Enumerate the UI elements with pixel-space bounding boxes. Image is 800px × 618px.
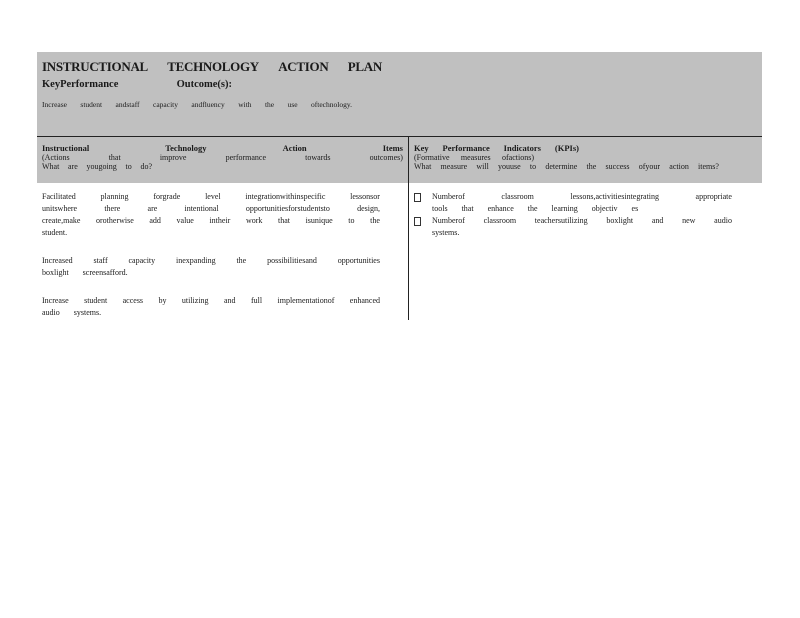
word: design, <box>357 204 380 213</box>
word: full <box>250 296 263 305</box>
word: Facilitated <box>42 192 76 201</box>
word: value <box>176 216 194 225</box>
text-line <box>42 307 380 319</box>
word: the <box>236 256 247 265</box>
title-word: TECHNOLOGY <box>167 59 259 74</box>
kpo-word: KeyPerformance <box>42 79 119 90</box>
word: Action <box>282 143 307 153</box>
word: planning <box>100 192 129 201</box>
title-word: PLAN <box>347 59 382 74</box>
word: utilizing <box>181 296 209 305</box>
word: measure <box>440 162 468 171</box>
word: lessonsor <box>350 192 380 201</box>
word: (Formative <box>414 153 450 162</box>
word: and <box>223 296 236 305</box>
bullet-box-icon <box>414 193 421 202</box>
word: determine <box>545 162 578 171</box>
word: student. <box>42 228 68 237</box>
word: boxlight <box>606 216 634 225</box>
word: Performance <box>442 143 490 153</box>
word: by <box>158 296 167 305</box>
word: capacity <box>128 256 156 265</box>
word: towards <box>305 153 331 162</box>
text-line <box>42 215 380 227</box>
kpi-title <box>409 143 584 153</box>
word: systems. <box>432 228 460 237</box>
action-item <box>42 255 380 279</box>
word: to <box>125 162 132 171</box>
action-items-column-header <box>37 137 408 183</box>
word: screensafford. <box>82 268 128 277</box>
title-word: INSTRUCTIONAL <box>42 59 148 74</box>
word: the <box>527 204 538 213</box>
word: capacity <box>153 100 178 109</box>
word: appropriate <box>695 192 732 201</box>
word: the <box>586 162 597 171</box>
word: Items <box>382 143 403 153</box>
key-performance-outcomes-label <box>42 79 232 90</box>
word: Key <box>414 143 429 153</box>
action-items-title <box>37 143 408 153</box>
action-items-list <box>42 191 380 335</box>
word: isunique <box>305 216 333 225</box>
word: (KPIs) <box>554 143 579 153</box>
text-line <box>42 267 380 279</box>
kpi-subtitle <box>409 153 539 162</box>
word: Increase <box>42 100 67 109</box>
word: What <box>42 162 60 171</box>
word: Increase <box>42 296 69 305</box>
word: staff <box>93 256 108 265</box>
column-divider <box>408 136 409 320</box>
word: Numberof <box>432 192 465 201</box>
word: youuse <box>498 162 521 171</box>
text-line <box>432 191 732 203</box>
kpi-list <box>414 191 732 239</box>
word: systems. <box>73 308 102 317</box>
word: learning <box>551 204 578 213</box>
word: ofactions) <box>502 153 534 162</box>
word: outcomes) <box>369 153 403 162</box>
word: classroom <box>501 192 534 201</box>
action-item <box>42 295 380 319</box>
word: andstaff <box>115 100 140 109</box>
word: andfluency <box>191 100 225 109</box>
text-line <box>42 191 380 203</box>
word: are <box>147 204 158 213</box>
word: boxlight <box>42 268 69 277</box>
plan-title <box>42 59 382 75</box>
word: objectiv <box>591 204 618 213</box>
word: audio <box>714 216 732 225</box>
word: and <box>651 216 664 225</box>
word: (Actions <box>42 153 70 162</box>
word: implementationof <box>277 296 335 305</box>
word: measures <box>460 153 491 162</box>
word: intheir <box>209 216 231 225</box>
word: opportunities <box>337 256 380 265</box>
word: What <box>414 162 432 171</box>
word: classroom <box>483 216 517 225</box>
word: enhanced <box>349 296 380 305</box>
kpi-column-header <box>409 137 762 183</box>
word: yougoing <box>86 162 117 171</box>
action-items-question <box>37 162 157 171</box>
word: oftechnology. <box>311 100 352 109</box>
word: orotherwise <box>96 216 134 225</box>
word: student <box>84 296 108 305</box>
word: new <box>682 216 696 225</box>
word: integrationwithinspecific <box>245 192 326 201</box>
word: that <box>108 153 121 162</box>
word: with <box>238 100 252 109</box>
word: the <box>370 216 380 225</box>
word: use <box>287 100 298 109</box>
text-line <box>42 227 380 239</box>
word: do? <box>140 162 152 171</box>
word: inexpanding <box>176 256 216 265</box>
kpo-word: Outcome(s): <box>176 79 232 90</box>
word: lessons,activitiesintegrating <box>570 192 660 201</box>
word: are <box>68 162 78 171</box>
word: add <box>149 216 161 225</box>
word: that <box>277 216 290 225</box>
word: performance <box>225 153 267 162</box>
word: Numberof <box>432 216 465 225</box>
text-line <box>42 295 380 307</box>
text-line <box>432 215 732 227</box>
word: there <box>104 204 121 213</box>
action-items-subtitle <box>37 153 408 162</box>
word: opportunitiesforstudentsto <box>245 204 330 213</box>
text-line <box>42 255 380 267</box>
bullet-box-icon <box>414 217 421 226</box>
word: intentional <box>184 204 219 213</box>
word: enhance <box>487 204 514 213</box>
word: possibilitiesand <box>267 256 317 265</box>
word: that <box>461 204 474 213</box>
kpi-question <box>409 162 724 171</box>
word: access <box>122 296 144 305</box>
text-line <box>432 227 732 239</box>
word: Instructional <box>42 143 90 153</box>
word: student <box>80 100 103 109</box>
word: to <box>348 216 355 225</box>
word: success <box>605 162 630 171</box>
kpi-item <box>414 191 732 215</box>
word: unitswhere <box>42 204 78 213</box>
word: audio <box>42 308 60 317</box>
word: will <box>476 162 489 171</box>
action-item <box>42 191 380 239</box>
plan-header <box>37 52 762 137</box>
word: level <box>205 192 221 201</box>
word: es <box>631 204 639 213</box>
word: action <box>669 162 689 171</box>
word: Increased <box>42 256 73 265</box>
word: tools <box>432 204 448 213</box>
word: create,make <box>42 216 81 225</box>
word: items? <box>698 162 719 171</box>
word: the <box>264 100 275 109</box>
kpi-item <box>414 215 732 239</box>
text-line <box>432 203 732 215</box>
word: Technology <box>165 143 207 153</box>
text-line <box>42 203 380 215</box>
word: Indicators <box>503 143 541 153</box>
word: forgrade <box>153 192 181 201</box>
word: to <box>529 162 537 171</box>
word: teachersutilizing <box>534 216 588 225</box>
word: work <box>245 216 263 225</box>
title-word: ACTION <box>278 59 329 74</box>
word: improve <box>159 153 187 162</box>
word: ofyour <box>638 162 661 171</box>
outcome-statement <box>42 100 352 109</box>
